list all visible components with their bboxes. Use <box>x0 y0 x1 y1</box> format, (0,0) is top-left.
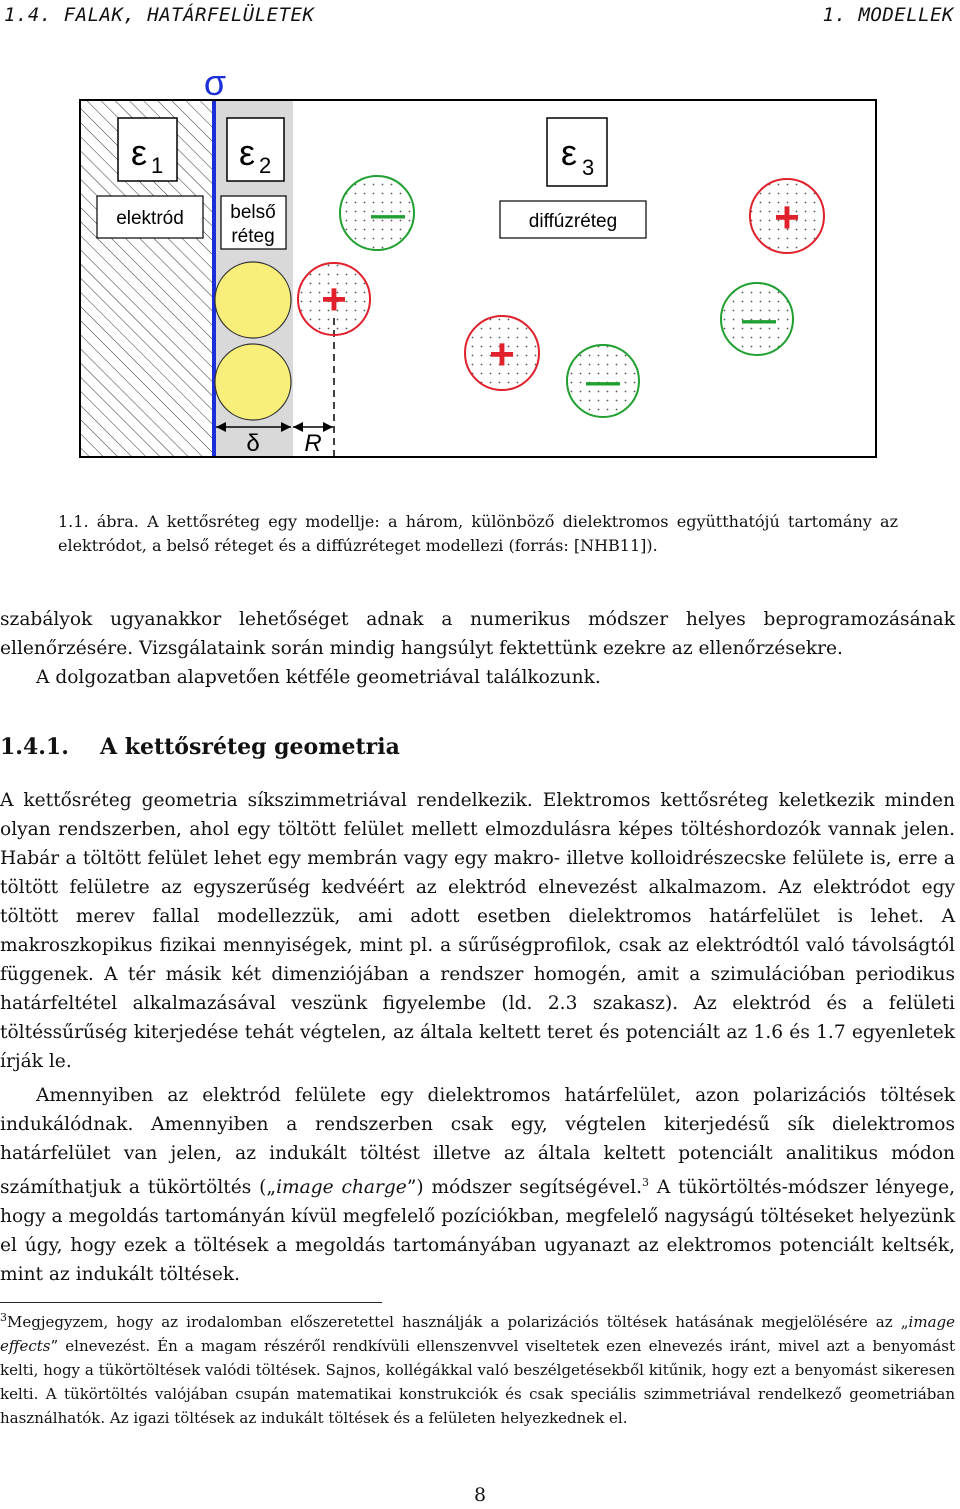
R-label: R <box>304 430 322 457</box>
anion <box>721 283 793 355</box>
sigma-label: σ <box>203 62 227 103</box>
svg-text:+: + <box>489 330 515 379</box>
svg-text:—: — <box>371 196 405 234</box>
eps2-box <box>227 118 284 181</box>
inner-layer-label-1: belső <box>230 202 276 223</box>
anion <box>567 345 639 417</box>
second-paragraph <box>0 1081 955 1289</box>
running-header-left: 1.4. FALAK, HATÁRFELÜLETEK <box>4 4 315 26</box>
eps3-subscript: 3 <box>582 155 595 180</box>
delta-label: δ <box>246 430 260 457</box>
second-paragraph-text-b: ”) módszer segítségével. <box>406 1177 642 1199</box>
diffuse-layer-label: diffúzréteg <box>528 211 618 232</box>
caption-label: 1.1. ábra. <box>58 512 139 531</box>
eps3-symbol: ε <box>561 132 578 173</box>
second-paragraph-text-a: Amennyiben az elektród felülete egy dielektromos határfelület, azon polarizációs töltések indukálódnak. Amennyiben a rendszerben csak egy, végtelen kiterjedésű sík dielektromos határfelület van jelen, az indukált töltést illetve az általa keltett potenciált analitikus módon számíthatjuk a tükörtöltés („ <box>0 1085 955 1199</box>
image-charge-term: image charge <box>276 1177 407 1199</box>
section-title: A kettősréteg geometria <box>100 734 400 760</box>
intro-paragraph <box>0 605 955 692</box>
footnote-text-b: ” elnevezést. Én a magam részéről rendkívüli ellenszenvvel viseltetek ezen elnevezés iránt, mivel azt a benyomást kelti, hogy a tükörtöltések valódi töltések. Sajnos, kollégákkal való beszélgetésekből kitűnik, hogy ezt a benyomást sikeresen kelti. A tükörtöltés valójában csupán matematikai konstrukciók és csak speciális szimmetriával rendelkező geometriában használhatók. Az igazi töltések az indukált töltések és a felületen helyezkednek el. <box>0 1337 955 1427</box>
page-number: 8 <box>473 1484 487 1506</box>
main-paragraph: A kettősréteg geometria síkszimmetriával rendelkezik. Elektromos kettősréteg keletkezik minden olyan rendszerben, ahol egy töltött felület mellett elmozdulásra képes töltéshordozók vannak jelen. Habár a töltött felület lehet egy membrán vagy egy makro- illetve kolloidrészecske felülete is, erre a töltött felületre az egyszerűség kedvéért az elektród elnevezést alkalmazom. Az elektródot egy töltött merev fallal modellezzük, ami adott esetben dielektromos határfelület is lehet. A makroszkopikus fizikai mennyiségek, mint pl. a sűrűségprofilok, csak az elektródtól való távolságtól függenek. A tér másik két dimenziójában a rendszer homogén, amit a szimulációban periodikus határfeltétel alkalmazásával veszünk figyelembe (ld. 2.3 szakasz). Az elektród és a felületi töltéssűrűség kiterjedése tehát végtelen, az általa keltett teret és potenciált az 1.6 és 1.7 egyenletek írják le. <box>0 790 955 1072</box>
footnote-marker[interactable]: 3 <box>641 1176 649 1189</box>
eps2-symbol: ε <box>239 132 256 173</box>
second-paragraph-text-c: A tükörtöltés-módszer lényege, hogy a megoldás tartományán kívül megfelelő pozíciókban, megfelelő nagyságú töltéseket helyezünk el úgy, hogy ezek a töltések a megoldás tartományában ugyanazt az elektromos potenciált keltsék, mint az indukált töltések. <box>0 1177 955 1286</box>
running-header-right: 1. MODELLEK <box>822 4 954 26</box>
footnote-number: 3 <box>0 1311 7 1324</box>
anion <box>340 176 414 250</box>
electrode-label: elektród <box>116 208 184 229</box>
footnote-text-a: Megjegyzem, hogy az irodalomban előszeretettel használják a polarizációs töltések hatásának megjelölésére az „ <box>7 1313 909 1331</box>
svg-text:—: — <box>742 301 776 339</box>
eps1-box <box>118 118 177 181</box>
svg-text:—: — <box>586 363 620 401</box>
eps1-subscript: 1 <box>151 153 164 178</box>
intro-line-2: A dolgozatban alapvetően kétféle geometriával találkozunk. <box>36 667 601 688</box>
footnote <box>0 1306 955 1430</box>
eps2-subscript: 2 <box>259 153 272 178</box>
section-heading <box>0 734 400 760</box>
caption-text: A kettősréteg egy modellje: a három, különböző dielektromos együtthatójú tartomány az elektródot, a belső réteget és a diffúzréteget modellezi (forrás: [NHB11]). <box>58 512 898 555</box>
double-layer-figure <box>0 0 960 480</box>
cation <box>298 263 370 335</box>
cation <box>750 179 824 253</box>
image-effects-term: image effects <box>0 1313 955 1355</box>
solvent-molecule <box>215 344 291 420</box>
svg-text:+: + <box>321 275 347 324</box>
intro-line-1: szabályok ugyanakkor lehetőséget adnak a numerikus módszer helyes beprogramozásának ellenőrzésére. Vizsgálataink során mindig hangsúlyt fektettünk ezekre az ellenőrzésekre. <box>0 609 955 659</box>
footnote-rule <box>0 1302 382 1303</box>
section-number: 1.4.1. <box>0 734 69 760</box>
figure-caption <box>58 510 898 558</box>
svg-text:+: + <box>774 193 800 242</box>
eps1-symbol: ε <box>131 132 148 173</box>
solvent-molecule <box>215 262 291 338</box>
inner-layer-label-2: réteg <box>231 226 275 247</box>
cation <box>465 316 539 390</box>
